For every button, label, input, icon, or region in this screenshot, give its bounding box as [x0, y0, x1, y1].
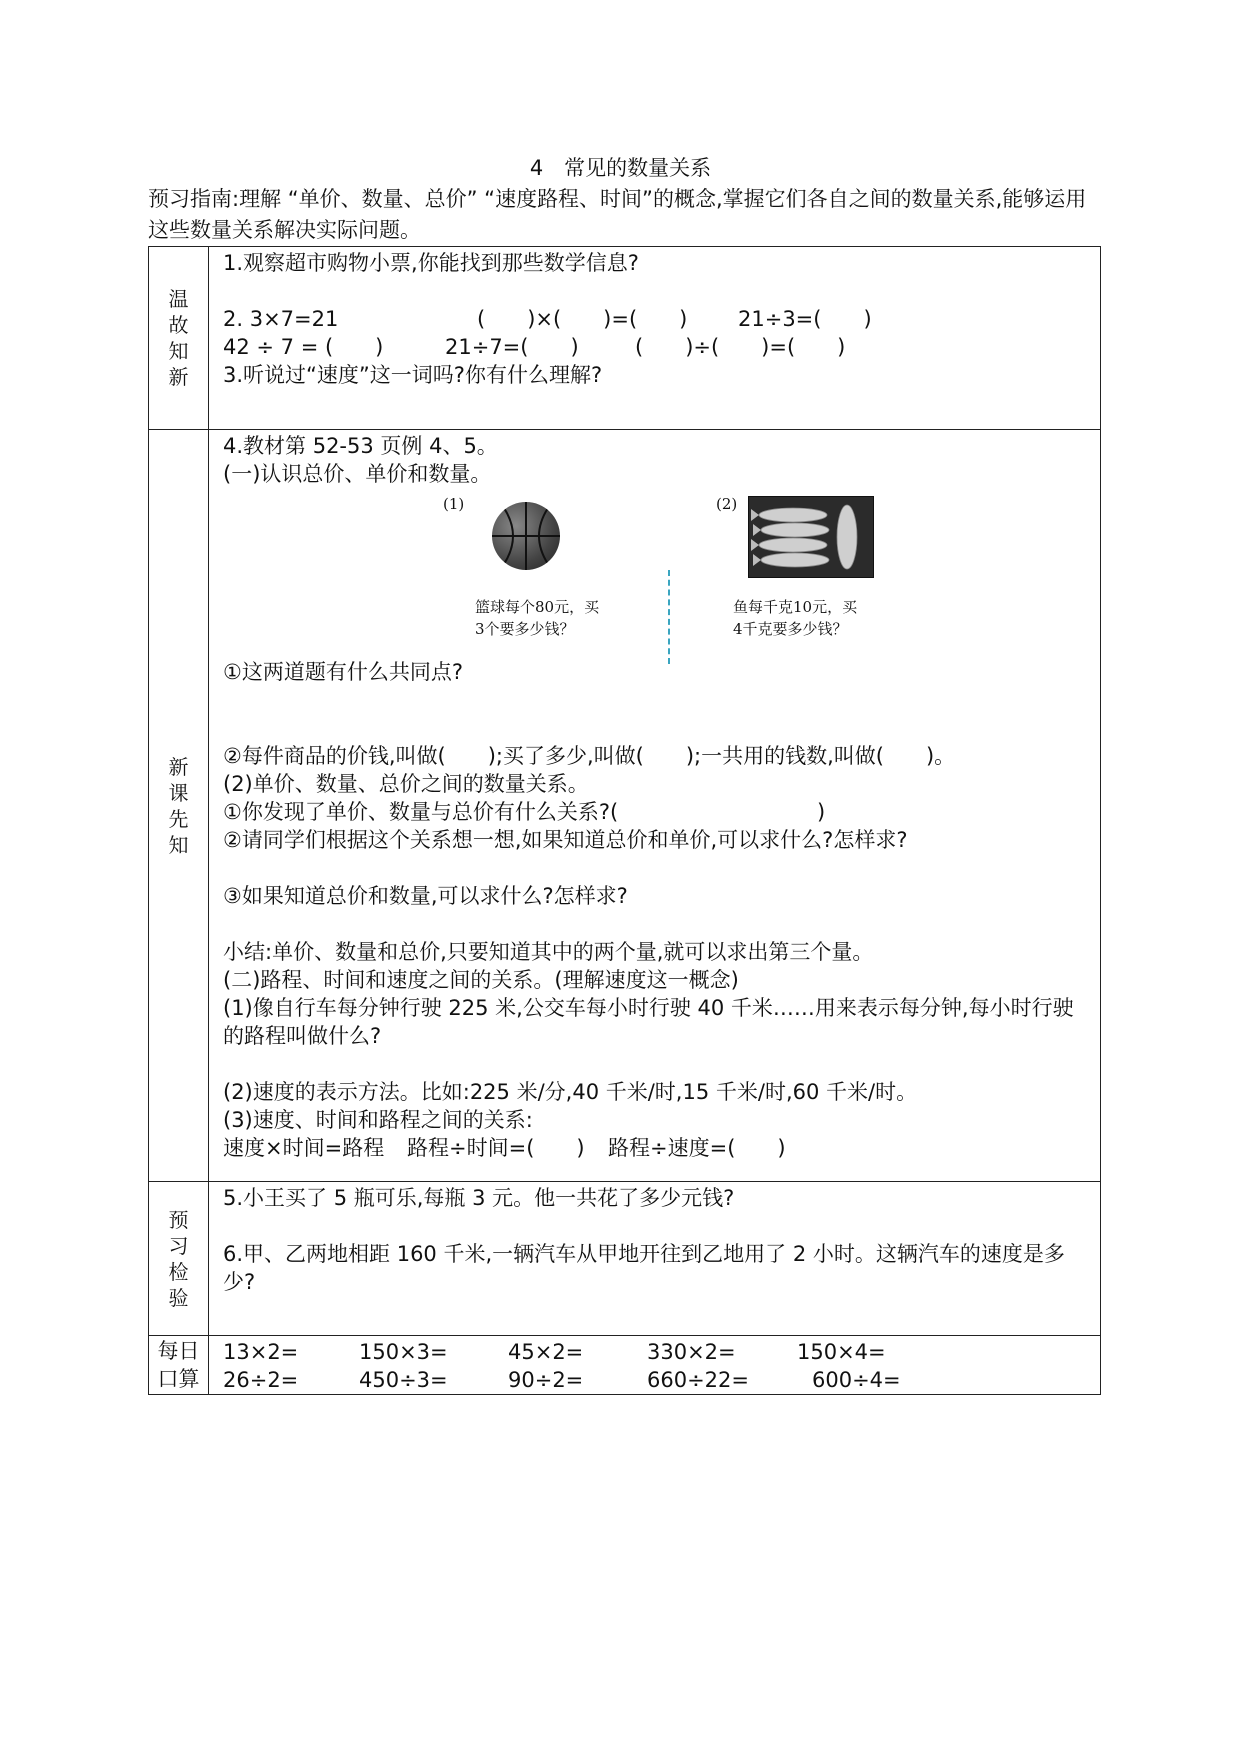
newlesson-l2: (一)认识总价、单价和数量。 — [223, 462, 492, 486]
basketball-image — [492, 502, 560, 570]
newlesson-l9: 小结:单价、数量和总价,只要知道其中的两个量,就可以求出第三个量。 — [223, 940, 874, 964]
newlesson-l13: (3)速度、时间和路程之间的关系: — [223, 1108, 533, 1132]
review-q2c: 21÷3=( ) — [738, 307, 872, 331]
daily-row1 — [223, 1338, 1088, 1366]
review-q2-line2 — [223, 333, 1088, 361]
daily-row — [149, 1336, 1101, 1395]
figure1-caption-line1: 篮球每个80元，买 — [475, 598, 600, 616]
daily-content — [209, 1336, 1101, 1395]
worksheet-table — [148, 246, 1101, 1395]
figure1-caption — [475, 596, 599, 640]
newlesson-l10: (二)路程、时间和速度之间的关系。(理解速度这一概念) — [223, 968, 739, 992]
review-q2d: 42 ÷ 7 = ( ) — [223, 335, 384, 359]
distance-formula: 路程÷速度=( ) — [608, 1136, 786, 1160]
page-title: 4 常见的数量关系 — [529, 156, 712, 180]
check-label-cell — [149, 1182, 209, 1336]
calc-item: 90÷2= — [508, 1368, 584, 1392]
calc-item: 660÷22= — [647, 1368, 749, 1392]
example-figure — [223, 488, 1088, 658]
figure-divider — [668, 570, 670, 664]
calc-item: 45×2= — [508, 1340, 584, 1364]
figure2-caption — [733, 596, 857, 640]
daily-label-line2: 口算 — [157, 1367, 200, 1391]
calc-item: 600÷4= — [812, 1368, 901, 1392]
figure2-caption-line1: 鱼每千克10元，买 — [733, 598, 858, 616]
check-label: 预习检验 — [168, 1207, 189, 1310]
calc-item: 330×2= — [647, 1340, 736, 1364]
fish-image — [748, 496, 874, 578]
daily-label-cell — [149, 1336, 209, 1395]
newlesson-l6-text: ①你发现了单价、数量与总价有什么关系?( — [223, 800, 619, 824]
figure2-caption-line2: 4千克要多少钱？ — [733, 620, 848, 638]
newlesson-l7: ②请同学们根据这个关系想一想,如果知道总价和单价,可以求什么?怎样求? — [223, 828, 908, 852]
review-row — [149, 247, 1101, 430]
check-q6: 6.甲、乙两地相距 160 千米,一辆汽车从甲地开往到乙地用了 2 小时。这辆汽车的速度是多少? — [223, 1242, 1065, 1294]
calc-item: 150×3= — [359, 1340, 448, 1364]
calc-item: 26÷2= — [223, 1368, 299, 1392]
newlesson-label: 新课先知 — [168, 754, 189, 857]
newlesson-l12: (2)速度的表示方法。比如:225 米/分,40 千米/时,15 千米/时,60 千米/时。 — [223, 1080, 918, 1104]
newlesson-l3: ①这两道题有什么共同点? — [223, 660, 463, 684]
daily-row2 — [223, 1366, 1088, 1394]
calc-item: 13×2= — [223, 1340, 299, 1364]
check-content — [209, 1182, 1101, 1336]
newlesson-label-cell — [149, 430, 209, 1182]
calc-item: 450÷3= — [359, 1368, 448, 1392]
review-q2f: ( )÷( )=( ) — [635, 335, 846, 359]
newlesson-l11: (1)像自行车每分钟行驶 225 米,公交车每小时行驶 40 千米……用来表示每分钟,每小时行驶的路程叫做什么? — [223, 996, 1074, 1048]
speed-formula: 速度×时间=路程 — [223, 1136, 385, 1160]
newlesson-l6-close: ) — [817, 800, 826, 824]
check-q5: 5.小王买了 5 瓶可乐,每瓶 3 元。他一共花了多少元钱? — [223, 1186, 735, 1210]
review-q2a: 2. 3×7=21 — [223, 307, 339, 331]
newlesson-l5: (2)单价、数量、总价之间的数量关系。 — [223, 772, 589, 796]
review-q2b: ( )×( )=( ) — [477, 307, 688, 331]
review-q1: 1.观察超市购物小票,你能找到那些数学信息? — [223, 251, 639, 275]
check-row — [149, 1182, 1101, 1336]
newlesson-l1: 4.教材第 52-53 页例 4、5。 — [223, 434, 498, 458]
calc-item: 150×4= — [797, 1340, 886, 1364]
review-label-cell — [149, 247, 209, 430]
newlesson-l8: ③如果知道总价和数量,可以求什么?怎样求? — [223, 884, 628, 908]
review-q2e: 21÷7=( ) — [445, 335, 579, 359]
review-q2-line1 — [223, 305, 1088, 333]
newlesson-row — [149, 430, 1101, 1182]
newlesson-l4: ②每件商品的价钱,叫做( );买了多少,叫做( );一共用的钱数,叫做( )。 — [223, 744, 956, 768]
newlesson-l6 — [223, 798, 1088, 826]
figure2-number: (2) — [716, 495, 738, 513]
figure1-caption-line2: 3个要多少钱？ — [475, 620, 575, 638]
review-label: 温故知新 — [168, 287, 189, 389]
time-formula: 路程÷时间=( ) — [407, 1136, 585, 1160]
review-content — [209, 247, 1101, 430]
preview-guide: 预习指南:理解 “单价、数量、总价” “速度路程、时间”的概念,掌握它们各自之间的数量关系,能够运用这些数量关系解决实际问题。 — [148, 187, 1087, 242]
daily-label-line1: 每日 — [157, 1339, 200, 1363]
review-q3: 3.听说过“速度”这一词吗?你有什么理解? — [223, 363, 603, 387]
figure1-number: (1) — [443, 495, 465, 513]
newlesson-l14 — [223, 1134, 1088, 1162]
newlesson-content — [209, 430, 1101, 1182]
